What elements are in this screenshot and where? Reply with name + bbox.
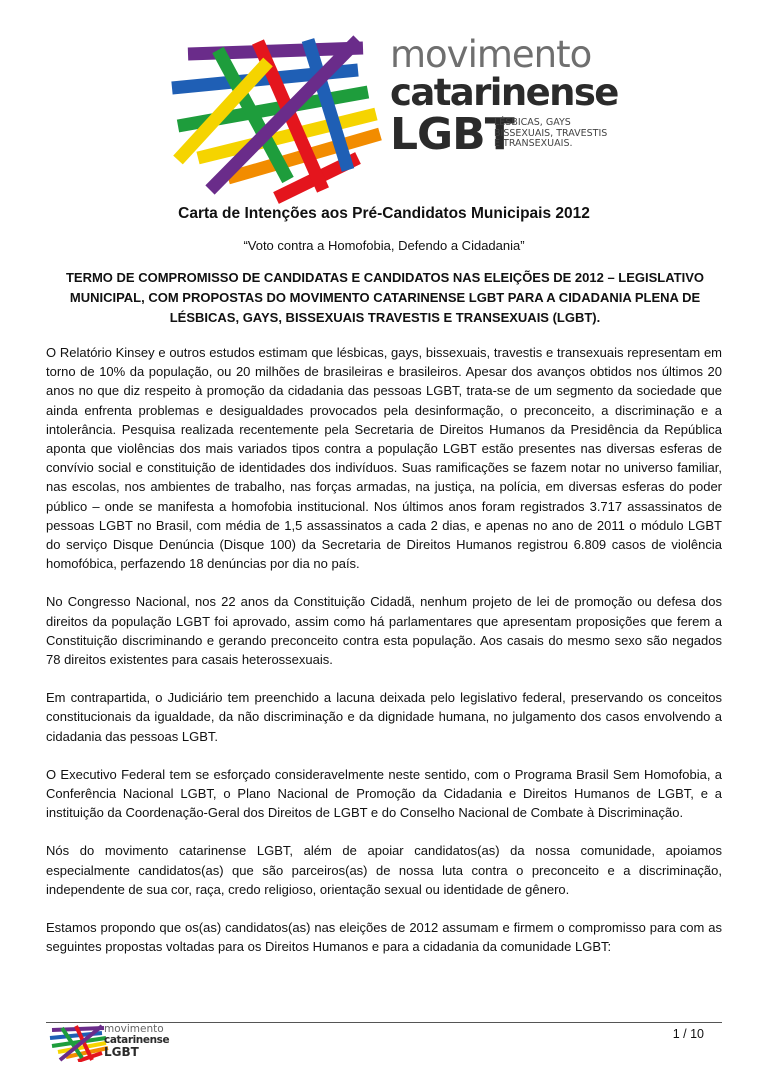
footer-logo-line-movimento: movimento [104,1023,164,1035]
paragraph-judiciario: Em contrapartida, o Judiciário tem preenchido a lacuna deixada pelo legislativo federal, preservando os conceitos constitucionais da igualdade, da não discriminação e da dignidade humana, no julgamento dos casos envolvendo a cidadania das pessoas LGBT. [46,690,722,744]
logo-tagline-line: E TRANSEXUAIS. [494,138,573,149]
paragraph-congresso: No Congresso Nacional, nos 22 anos da Constituição Cidadã, nenhum projeto de lei de promoção ou defesa dos direitos da população LGBT foi aprovado, assim como há parlamentares que apresentam proposições que ferem a Constituição discriminando e gerando preconceito contra esta população. Aos casais do mesmo sexo são negados 78 direitos existentes para casais heterossexuais. [46,594,722,668]
footer-rainbow-mark-icon [46,1022,110,1062]
logo-tagline-line: LÉSBICAS, GAYS [494,117,571,128]
logo-line-catarinense: catarinense [390,71,618,114]
logo-line-lgbt: LGBT [390,109,514,160]
footer-logo [46,1020,206,1062]
paragraph-kinsey: O Relatório Kinsey e outros estudos estimam que lésbicas, gays, bissexuais, travestis e transexuais representam em torno de 10% da população, ou 20 milhões de brasileiras e brasileiros. Apesar dos avanços obtidos nos últimos 20 anos no que diz respeito à promoção da cidadania das pessoas LGBT, trata-se de um segmento da sociedade que ainda enfrenta problemas e desigualdades provocados pela desinformação, o preconceito, a discriminação e a intolerância. Pesquisa realizada recentemente pela Secretaria de Direitos Humanos da Presidência da República aponta que violências dos mais variados tipos contra a população LGBT estão presentes nas diversas esferas de convívio social e constituição de identidades dos indivíduos. Suas ramificações se fazem notar no universo familiar, nas escolas, nos ambientes de trabalho, nas forças armadas, na justiça, na polícia, em diversas esferas do poder público – onde se manifesta a homofobia institucional. Nos últimos anos foram registrados 3.717 assassinatos de pessoas LGBT no Brasil, com média de 1,5 assassinatos a cada 2 dias, e apenas no ano de 2011 o módulo LGBT do serviço Disque Denúncia (Disque 100) da Secretaria de Direitos Humanos registrou 6.809 casos de violência homofóbica, perfazendo 18 denúncias por dia no país. [46,345,722,572]
document-body [46,343,722,975]
footer-wordmark [104,1024,169,1059]
header-logo [158,30,618,205]
logo-tagline [494,118,624,150]
paragraph-propostas: Estamos propondo que os(as) candidatos(as) nas eleições de 2012 assumam e firmem o compromisso para com as seguintes propostas voltadas para os Direitos Humanos e para a cidadania da comunidade LGBT: [46,920,722,955]
logo-wordmark [390,33,620,160]
document-title: Carta de Intenções aos Pré-Candidatos Municipais 2012 [178,205,590,222]
page-number: 1 / 10 [672,1027,704,1041]
footer-logo-line-lgbt: LGBT [104,1045,139,1059]
commitment-term-heading: TERMO DE COMPROMISSO DE CANDIDATAS E CANDIDATOS NAS ELEIÇÕES DE 2012 – LEGISLATIVO MUNICIPAL, COM PROPOSTAS DO MOVIMENTO CATARINENSE LGBT PARA A CIDADANIA PLENA DE LÉSBICAS, GAYS, BISSEXUAIS TRAVESTIS E TRANSEXUAIS (LGBT). [65,270,705,325]
footer-logo-line-catarinense: catarinense [104,1034,170,1046]
logo-line-movimento: movimento [390,33,592,76]
rainbow-logo-mark-icon [158,30,388,205]
paragraph-movimento: Nós do movimento catarinense LGBT, além de apoiar candidatos(as) da nossa comunidade, apoiamos especialmente candidatos(as) que são parceiros(as) de nossa luta contra o preconceito e a discriminação, independente de sua cor, raça, credo religioso, orientação sexual ou identidade de gênero. [46,843,722,897]
logo-tagline-line: BISSEXUAIS, TRAVESTIS [494,127,608,139]
document-subtitle: “Voto contra a Homofobia, Defendo a Cidadania” [243,238,525,253]
paragraph-executivo: O Executivo Federal tem se esforçado consideravelmente neste sentido, com o Programa Brasil Sem Homofobia, a Conferência Nacional LGBT, o Plano Nacional de Promoção da Cidadania e Direitos Humanos de LGBT, e a instituição da Coordenação-Geral dos Direitos de LGBT e do Conselho Nacional de Combate à Discriminação. [46,766,722,821]
